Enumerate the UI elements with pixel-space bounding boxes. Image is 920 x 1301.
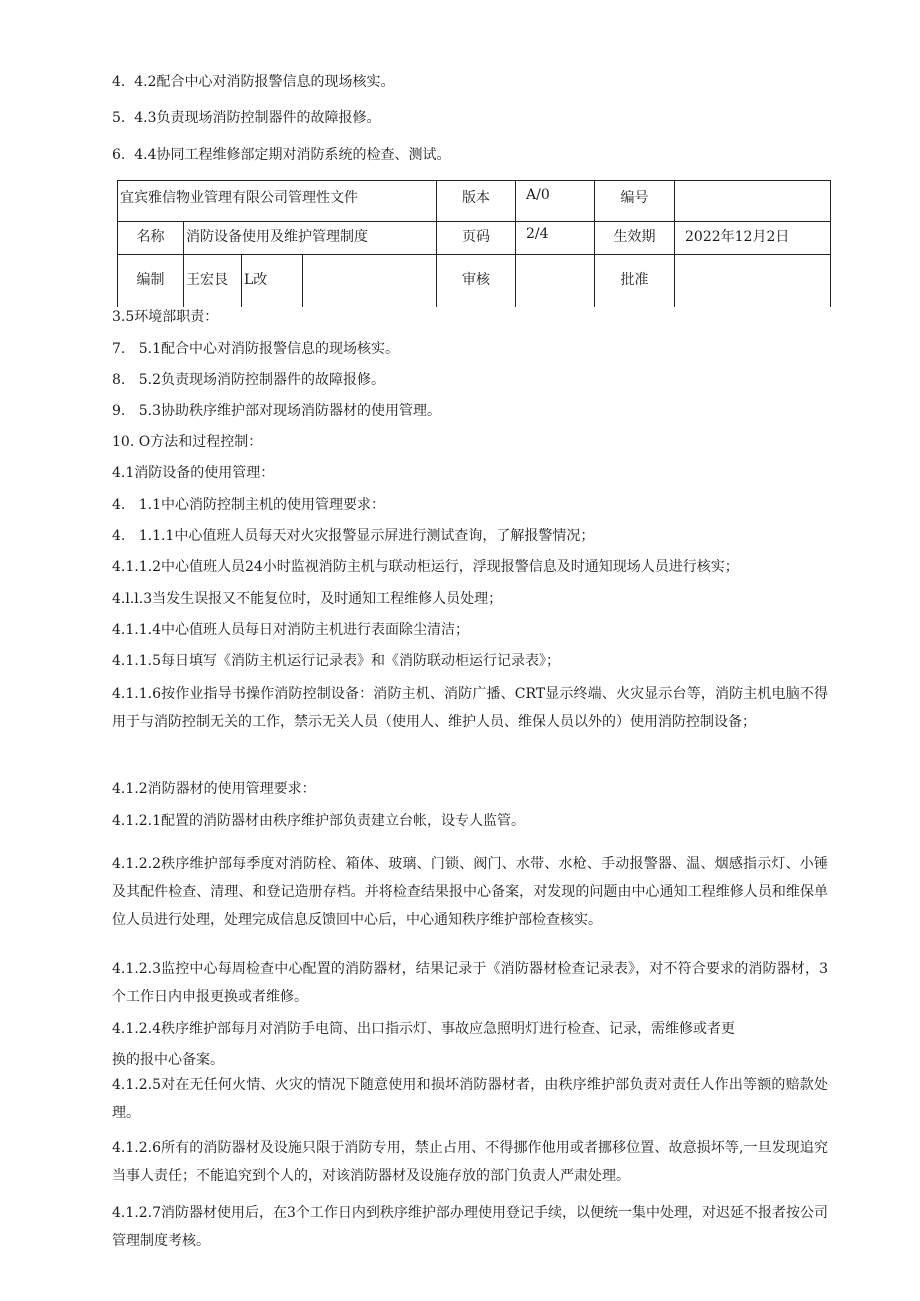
- paragraph: 换的报中心备案。: [112, 1052, 224, 1068]
- approver-value: [675, 255, 831, 308]
- text-line: 3.5环境部职责：: [112, 309, 219, 325]
- text-line: 10. O方法和过程控制：: [112, 434, 263, 450]
- paragraph: 4.1.2.7消防器材使用后，在3个工作日内到秩序维护部办理使用登记手续，以便统一集中处理，对迟延不报者按公司管理制度考核。: [112, 1205, 828, 1249]
- reviewer-value: [516, 255, 595, 308]
- version-label: 版本: [437, 181, 516, 222]
- approver-label: 批准: [595, 255, 675, 308]
- text-line: 4. 4.2配合中心对消防报警信息的现场核实。: [112, 74, 395, 90]
- revision-value: L改: [242, 255, 303, 308]
- effective-value: 2022年12月2日: [675, 222, 831, 255]
- reviewer-label: 审核: [437, 255, 516, 308]
- text-line: 4.l.l.3当发生误报又不能复位时，及时通知工程维修人员处理；: [112, 591, 503, 607]
- name-label: 名称: [118, 222, 184, 255]
- text-line: 7. 5.1配合中心对消防报警信息的现场核实。: [112, 341, 399, 357]
- number-label: 编号: [595, 181, 675, 222]
- paragraph: 4.1.1.6按作业指导书操作消防控制设备：消防主机、消防广播、CRT显示终端、火灾显示台等，消防主机电脑不得用于与消防控制无关的工作，禁示无关人员（使用人、维护人员、维保人员以外的）使用消防控制设备；: [112, 686, 828, 730]
- text-line: 8. 5.2负责现场消防控制器件的故障报修。: [112, 372, 385, 388]
- text-line: 4.1.1.4中心值班人员每日对消防主机进行表面除尘清洁；: [112, 622, 469, 638]
- text-line: 4.1.1.5每日填写《消防主机运行记录表》和《消防联动柜运行记录表》；: [112, 653, 560, 669]
- paragraph: 4.1.2.2秩序维护部每季度对消防栓、箱体、玻璃、门锁、阀门、水带、水枪、手动报警器、温、烟感指示灯、小锤及其配件检查、清理、和登记造册存档。并将检查结果报中心备案，对发现的问题由中心通知工程维修人员和维保单位人员进行处理，处理完成信息反馈回中心后，中心通知秩序维护部检查核实。: [112, 856, 828, 928]
- document-header-table: [117, 180, 831, 307]
- paragraph: 4.1.2.4秩序维护部每月对消防手电筒、出口指示灯、事故应急照明灯进行检查、记录，需维修或者更: [112, 1021, 735, 1037]
- text-line: 5. 4.3负责现场消防控制器件的故障报修。: [112, 110, 381, 126]
- author-value: 王宏艮: [184, 255, 242, 308]
- paragraph: 4.1.2消防器材的使用管理要求：: [112, 781, 316, 797]
- version-value: A/0: [516, 181, 595, 222]
- text-line: 9. 5.3协助秩序维护部对现场消防器材的使用管理。: [112, 403, 441, 419]
- company-name-cell: 宜宾雅信物业管理有限公司管理性文件: [118, 181, 437, 222]
- blank-cell: [303, 255, 437, 308]
- paragraph: 4.1.2.5对在无任何火情、火灾的情况下随意使用和损坏消防器材者，由秩序维护部负责对责任人作出等额的赔款处理。: [112, 1077, 828, 1121]
- number-value: [675, 181, 831, 222]
- author-label: 编制: [118, 255, 184, 308]
- paragraph: 4.1.2.3监控中心每周检查中心配置的消防器材，结果记录于《消防器材检查记录表》，对不符合要求的消防器材，3个工作日内申报更换或者维修。: [112, 961, 828, 1005]
- name-value: 消防设备使用及维护管理制度: [184, 222, 437, 255]
- text-line: 4. 1.1.1中心值班人员每天对火灾报警显示屏进行测试查询，了解报警情况；: [112, 528, 595, 544]
- paragraph: 4.1.2.6所有的消防器材及设施只限于消防专用，禁止占用、不得挪作他用或者挪移位置、故意损坏等,一旦发现追究当事人责任；不能追究到个人的，对该消防器材及设施存放的部门负责人严肃处理。: [112, 1140, 828, 1184]
- page-value: 2/4: [516, 222, 595, 255]
- text-line: 4.1消防设备的使用管理：: [112, 465, 275, 481]
- text-line: 4.1.1.2中心值班人员24小时监视消防主机与联动柜运行，浮现报警信息及时通知现场人员进行核实；: [112, 559, 739, 575]
- effective-label: 生效期: [595, 222, 675, 255]
- text-line: 6. 4.4协同工程维修部定期对消防系统的检查、测试。: [112, 147, 451, 163]
- paragraph: 4.1.2.1配置的消防器材由秩序维护部负责建立台帐，设专人监管。: [112, 813, 525, 829]
- text-line: 4. 1.1中心消防控制主机的使用管理要求：: [112, 497, 385, 513]
- page-label: 页码: [437, 222, 516, 255]
